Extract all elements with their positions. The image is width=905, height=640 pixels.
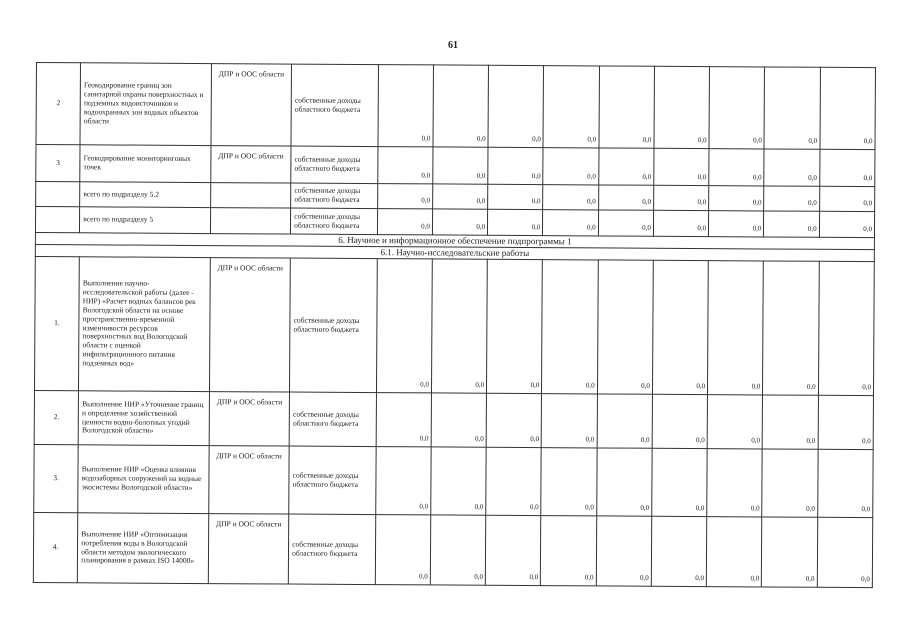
- row-number: 2: [36, 63, 81, 145]
- amount-cell: 0,0: [819, 149, 875, 186]
- amount-cell: 0,0: [432, 209, 487, 235]
- activity-description: Геокодирование границ зон санитарной охраны поверхностных и подземных водоисточников и водоохранных зон водных объектов области: [80, 63, 211, 146]
- amount-cell: 0,0: [651, 516, 707, 586]
- executor: [210, 183, 291, 208]
- amount-cell: 0,0: [431, 393, 487, 447]
- amount-cell: 0,0: [817, 449, 873, 517]
- amount-cell: 0,0: [487, 259, 543, 393]
- amount-cell: 0,0: [376, 259, 432, 393]
- amount-cell: 0,0: [543, 66, 599, 148]
- executor: ДПР и ООС области: [209, 446, 290, 514]
- amount-cell: 0,0: [818, 261, 874, 395]
- amount-cell: 0,0: [375, 447, 431, 515]
- executor: ДПР и ООС области: [209, 392, 290, 446]
- amount-cell: 0,0: [485, 515, 541, 585]
- funding-source: собственные доходы областного бюджета: [290, 258, 377, 393]
- amount-cell: 0,0: [488, 184, 543, 209]
- activity-description: Выполнение научно-исследовательской работы (далее - НИР) «Расчет водных балансов рек Вологодской области на основе пространственно-временной изменчивости ресурсов поверхностных вод Вологодской области с оценкой инфильтрационного питания подземных вод»: [79, 257, 210, 392]
- amount-cell: 0,0: [596, 516, 652, 586]
- funding-source: собственные доходы областного бюджета: [291, 208, 378, 235]
- amount-cell: 0,0: [431, 259, 487, 393]
- amount-cell: 0,0: [377, 209, 432, 235]
- amount-cell: 0,0: [762, 517, 818, 587]
- amount-cell: 0,0: [486, 447, 542, 515]
- subsection-title: 6.1. Научно-исследовательские работы: [35, 244, 874, 261]
- amount-cell: 0,0: [762, 449, 818, 517]
- amount-cell: 0,0: [433, 147, 488, 184]
- amount-cell: 0,0: [599, 66, 655, 148]
- table-row: [34, 444, 873, 517]
- amount-cell: 0,0: [543, 185, 598, 210]
- amount-cell: 0,0: [709, 211, 764, 237]
- page-number: 61: [448, 40, 458, 51]
- amount-cell: 0,0: [709, 186, 764, 211]
- amount-cell: 0,0: [431, 447, 487, 515]
- table-row: [33, 512, 872, 587]
- amount-cell: 0,0: [652, 260, 708, 394]
- executor: ДПР и ООС области: [211, 146, 292, 183]
- amount-cell: 0,0: [652, 394, 708, 448]
- amount-cell: 0,0: [764, 149, 819, 186]
- executor: ДПР и ООС области: [208, 514, 289, 584]
- funding-source: собственные доходы областного бюджета: [289, 392, 376, 447]
- amount-cell: 0,0: [598, 185, 653, 210]
- amount-cell: 0,0: [819, 186, 875, 211]
- amount-cell: 0,0: [763, 261, 819, 395]
- activity-description: Выполнение НИР «Оптимизация потребления воды в Вологодской области методом экологического планирования в рамках ISO 14000»: [78, 513, 209, 584]
- amount-cell: 0,0: [654, 148, 709, 185]
- executor: ДПР и ООС области: [211, 64, 292, 146]
- amount-cell: 0,0: [653, 210, 708, 236]
- executor: ДПР и ООС области: [209, 258, 290, 392]
- amount-cell: 0,0: [819, 211, 875, 237]
- amount-cell: 0,0: [762, 395, 818, 449]
- amount-cell: 0,0: [598, 210, 653, 236]
- amount-cell: 0,0: [541, 448, 597, 516]
- row-number: [36, 182, 80, 207]
- amount-cell: 0,0: [433, 65, 489, 147]
- amount-cell: 0,0: [488, 65, 544, 147]
- amount-cell: 0,0: [541, 394, 597, 448]
- amount-cell: 0,0: [764, 211, 819, 237]
- amount-cell: 0,0: [542, 260, 598, 394]
- amount-cell: 0,0: [764, 67, 820, 149]
- amount-cell: 0,0: [432, 184, 487, 209]
- amount-cell: 0,0: [430, 515, 486, 585]
- amount-cell: 0,0: [378, 65, 434, 147]
- row-number: 4.: [33, 512, 78, 582]
- amount-cell: 0,0: [543, 148, 598, 185]
- activity-description: всего по подразделу 5.2: [80, 182, 211, 208]
- table-row: [34, 390, 873, 449]
- amount-cell: 0,0: [486, 393, 542, 447]
- section-title: 6. Научное и информационное обеспечение подпрограммы 1: [35, 232, 874, 249]
- amount-cell: 0,0: [541, 516, 597, 586]
- amount-cell: 0,0: [597, 394, 653, 448]
- activity-description: Геокодирование мониторинговых точек: [80, 145, 211, 183]
- amount-cell: 0,0: [764, 186, 819, 211]
- amount-cell: 0,0: [377, 147, 432, 184]
- amount-cell: 0,0: [488, 209, 543, 235]
- activity-description: всего по подразделу 5: [80, 207, 211, 234]
- budget-table: [33, 62, 876, 588]
- amount-cell: 0,0: [488, 147, 543, 184]
- table-body-top: [35, 63, 875, 238]
- amount-cell: 0,0: [817, 517, 873, 587]
- row-number: 1.: [34, 256, 79, 390]
- amount-cell: 0,0: [652, 448, 708, 516]
- amount-cell: 0,0: [376, 393, 432, 447]
- funding-source: собственные доходы областного бюджета: [291, 146, 378, 184]
- row-number: 3.: [34, 444, 79, 512]
- amount-cell: 0,0: [709, 67, 765, 149]
- amount-cell: 0,0: [707, 395, 763, 449]
- funding-source: собственные доходы областного бюджета: [289, 514, 376, 585]
- table-row: [36, 145, 875, 187]
- amount-cell: 0,0: [818, 395, 874, 449]
- amount-cell: 0,0: [375, 515, 431, 585]
- activity-description: Выполнение НИР «Уточнение границ и определение хозяйственной ценности водно-болотных угодий Вологодской области»: [78, 391, 209, 446]
- amount-cell: 0,0: [707, 449, 763, 517]
- amount-cell: 0,0: [543, 210, 598, 236]
- table-body-bottom: [33, 256, 874, 587]
- executor: [210, 208, 291, 234]
- amount-cell: 0,0: [377, 184, 432, 209]
- amount-cell: 0,0: [709, 149, 764, 186]
- amount-cell: 0,0: [708, 261, 764, 395]
- amount-cell: 0,0: [597, 260, 653, 394]
- funding-source: собственные доходы областного бюджета: [291, 64, 378, 147]
- amount-cell: 0,0: [653, 185, 708, 210]
- table-row: [34, 256, 874, 395]
- funding-source: собственные доходы областного бюджета: [291, 183, 378, 209]
- amount-cell: 0,0: [706, 517, 762, 587]
- amount-cell: 0,0: [596, 448, 652, 516]
- funding-source: собственные доходы областного бюджета: [289, 446, 376, 515]
- row-number: 3: [36, 145, 80, 182]
- amount-cell: 0,0: [654, 66, 710, 148]
- amount-cell: 0,0: [820, 67, 876, 149]
- row-number: [35, 207, 79, 233]
- row-number: 2.: [34, 390, 79, 444]
- amount-cell: 0,0: [598, 148, 653, 185]
- activity-description: Выполнение НИР «Оценка влияния водозаборных сооружений на водные экосистемы Вологодской области»: [78, 445, 209, 514]
- table-row: [36, 63, 875, 150]
